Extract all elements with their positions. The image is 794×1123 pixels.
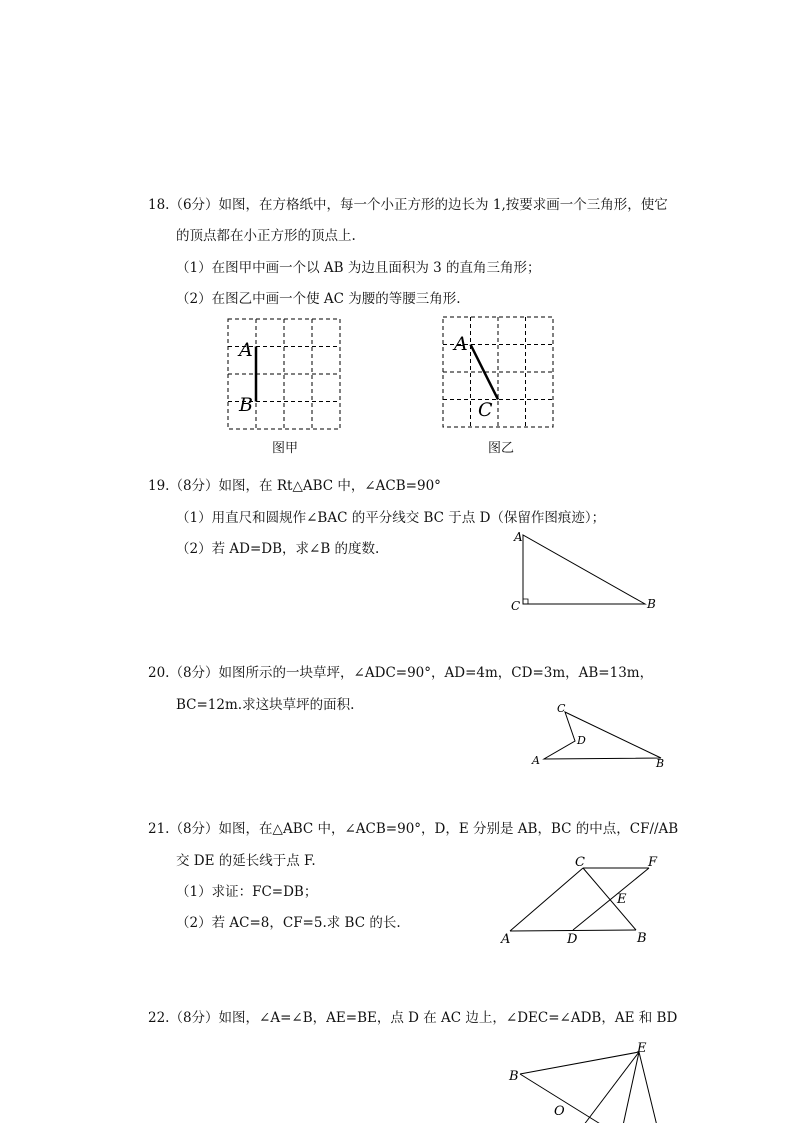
lawn-figure-q20 [528,700,678,775]
label-a: A [514,530,523,544]
label-a: A [454,333,468,355]
figure-q22 [500,1035,680,1123]
q19-part2: （2）若 AD=DB，求∠B 的度数. [176,541,380,557]
q20-line1: 20.（8分）如图所示的一块草坪，∠ADC=90°，AD=4m，CD=3m，AB=13m， [148,665,654,681]
q21-line2: 交 DE 的延长线于点 F. [176,853,316,869]
grid-figure-yi [440,314,560,432]
label-b: B [239,394,253,416]
label-d: D [567,932,578,947]
q21-line1: 21.（8分）如图，在△ABC 中，∠ACB=90°，D，E 分别是 AB，BC 的中点，CF//AB [148,821,679,837]
grid-figure-jia [225,316,345,434]
label-e: E [637,1041,647,1056]
q19-part1: （1）用直尺和圆规作∠BAC 的平分线交 BC 于点 D（保留作图痕迹）； [176,510,606,526]
label-b: B [509,1069,519,1084]
label-c: C [478,399,493,421]
q22-line1: 22.（8分）如图，∠A=∠B，AE=BE，点 D 在 AC 边上，∠DEC=∠ADB，AE 和 BD [148,1010,678,1026]
label-a: A [239,339,253,361]
caption-yi: 图乙 [487,441,514,456]
label-a: A [501,932,511,947]
label-b: B [637,931,647,946]
caption-jia: 图甲 [271,441,298,456]
triangle-figure-q19 [505,526,665,616]
q21-part1: （1）求证：FC=DB； [176,884,318,900]
label-c: C [575,855,585,870]
right-angle-mark [523,599,528,604]
label-b: B [656,757,665,770]
q18-part2: （2）在图乙中画一个使 AC 为腰的等腰三角形. [176,291,461,307]
label-f: F [648,855,658,870]
q21-part2: （2）若 AC=8，CF=5.求 BC 的长. [176,915,401,931]
q19-line1: 19.（8分）如图，在 Rt△ABC 中，∠ACB=90° [148,478,441,494]
label-b: B [647,597,656,611]
label-o: O [554,1104,565,1119]
q18-part1: （1）在图甲中画一个以 AB 为边且面积为 3 的直角三角形； [176,260,541,276]
label-a: A [532,754,540,767]
label-d: D [577,734,586,747]
triangle-figure-q21 [495,850,670,950]
label-e: E [617,892,627,907]
q20-line2: BC=12m.求这块草坪的面积. [176,697,355,713]
label-c: C [557,702,566,715]
q18-line2: 的顶点都在小正方形的顶点上. [176,228,356,244]
label-c: C [511,599,521,613]
q18-line1: 18.（6分）如图，在方格纸中，每一个小正方形的边长为 1,按要求画一个三角形，使它 [148,197,668,213]
